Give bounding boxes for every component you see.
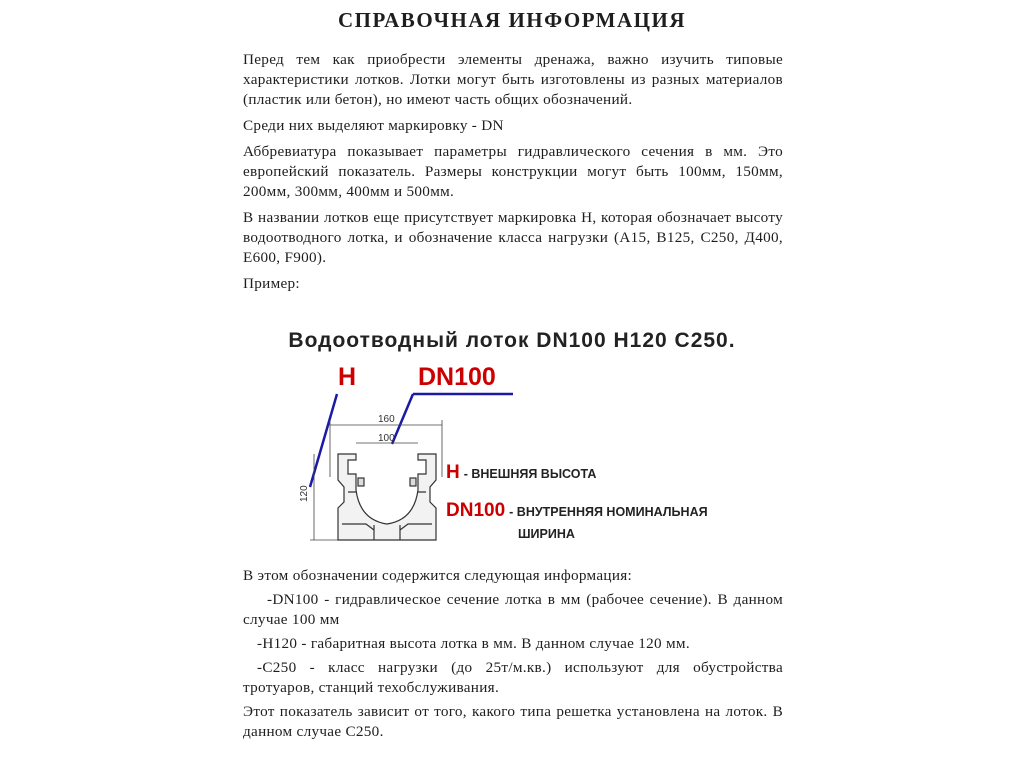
outro-paragraph-dn: -DN100 - гидравлическое сечение лотка в мм (рабочее сечение). В данном случае 100 мм bbox=[243, 591, 783, 628]
intro-paragraph-4: В названии лотков еще присутствует маркировка Н, которая обозначает высоту водоотводного лотка, и обозначение класса нагрузки (А15, В125, С250, Д400, Е600, F900). bbox=[243, 209, 783, 266]
legend-dn-text-continued: ШИРИНА bbox=[518, 527, 575, 541]
example-label: Пример: bbox=[243, 275, 300, 292]
outro-section bbox=[243, 566, 783, 746]
legend-dn bbox=[446, 500, 708, 522]
intro-section bbox=[243, 50, 783, 300]
legend-dn-key: DN100 bbox=[446, 500, 506, 521]
intro-paragraph-3: Аббревиатура показывает параметры гидравлического сечения в мм. Это европейский показатель. Размеры конструкции могут быть 100мм, 150мм, 200мм, 300мм, 400мм и 500мм. bbox=[243, 143, 783, 200]
page-title: СПРАВОЧНАЯ ИНФОРМАЦИЯ bbox=[338, 8, 686, 32]
channel-cross-section-diagram bbox=[290, 362, 760, 552]
legend-h bbox=[446, 462, 596, 484]
intro-paragraph-2: Среди них выделяют маркировку - DN bbox=[243, 117, 504, 134]
outro-paragraph-c: -С250 - класс нагрузки (до 25т/м.кв.) используют для обустройства тротуаров, станций техобслуживания. bbox=[243, 659, 783, 696]
outro-paragraph-last: Этот показатель зависит от того, какого типа решетка установлена на лоток. В данном случае С250. bbox=[243, 703, 783, 740]
legend-h-key: H bbox=[446, 462, 460, 483]
outro-paragraph-1: В этом обозначении содержится следующая информация: bbox=[243, 567, 633, 584]
legend-h-text: - ВНЕШНЯЯ ВЫСОТА bbox=[463, 467, 597, 481]
dn-leader-line bbox=[392, 394, 413, 444]
dim-outer-width: 160 bbox=[378, 414, 395, 425]
channel-body bbox=[338, 454, 436, 540]
dim-height: 120 bbox=[299, 485, 310, 502]
outro-paragraph-h: -Н120 - габаритная высота лотка в мм. В данном случае 120 мм. bbox=[257, 635, 690, 652]
dim-inner-width: 100 bbox=[378, 433, 395, 444]
diagram-label-dn: DN100 bbox=[418, 363, 496, 391]
example-heading: Водоотводный лоток DN100 H120 C250. bbox=[288, 329, 736, 352]
intro-paragraph-1: Перед тем как приобрести элементы дренажа, важно изучить типовые характеристики лотков. Лотки могут быть изготовлены из разных материалов (пластик или бетон), но имеют часть общих обозначений. bbox=[243, 51, 783, 108]
diagram-label-h: H bbox=[338, 363, 357, 391]
legend-dn-text: - ВНУТРЕННЯЯ НОМИНАЛЬНАЯ bbox=[509, 505, 708, 519]
